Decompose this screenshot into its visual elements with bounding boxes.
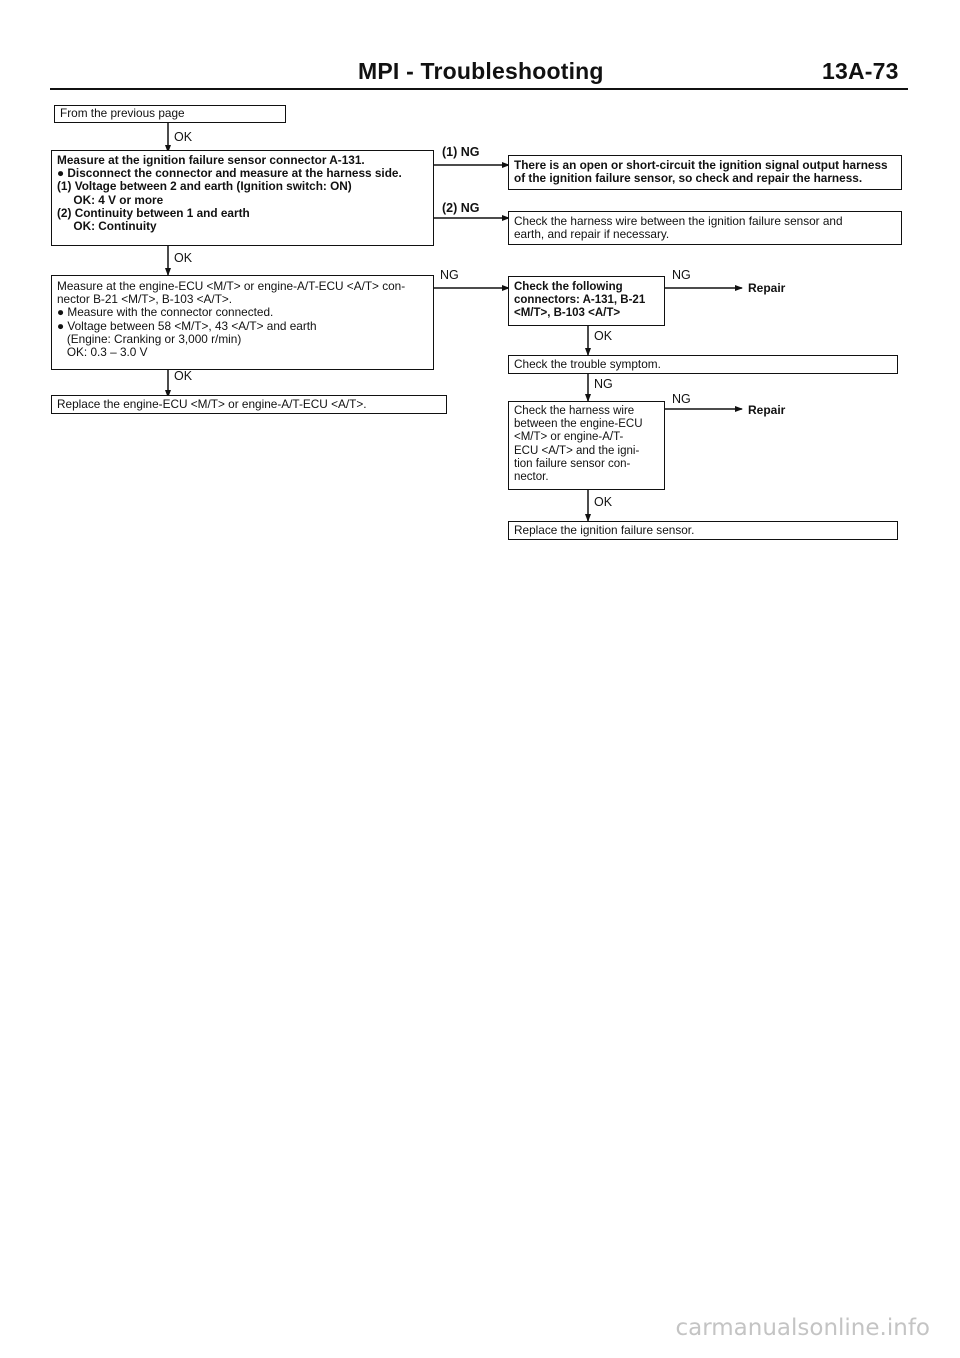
watermark-text: carmanualsonline.info (675, 1315, 930, 1341)
check-harness-earth-box: Check the harness wire between the ignition failure sensor and earth, and repair if necessary. (508, 211, 902, 245)
from-previous-page-box: From the previous page (54, 105, 286, 123)
ng2-label: (2) NG (442, 201, 480, 215)
page-number: 13A-73 (822, 58, 899, 84)
check-connectors-box: Check the following connectors: A-131, B-21 <M/T>, B-103 <A/T> (508, 276, 665, 326)
ok-label: OK (594, 329, 613, 343)
open-short-circuit-box: There is an open or short-circuit the ignition signal output harness of the ignition failure sensor, so check and repair the harness. (508, 155, 902, 190)
ng-label: NG (672, 268, 691, 282)
replace-ecu-box: Replace the engine-ECU <M/T> or engine-A/T-ECU <A/T>. (51, 395, 447, 414)
check-harness-ecu-box: Check the harness wire between the engine-ECU <M/T> or engine-A/T- ECU <A/T> and the igni- tion failure sensor con- nector. (508, 401, 665, 490)
measure-ecu-connector-box: Measure at the engine-ECU <M/T> or engine-A/T-ECU <A/T> con- nector B-21 <M/T>, B-103 <A/T>. ● Measure with the connector connected. ● Voltage between 58 <M/T>, 43 <A/T> and earth (Engine: Cranking or 3,000 r/min) OK: 0.3 – 3.0 V (51, 275, 434, 370)
repair-label: Repair (748, 281, 786, 295)
replace-sensor-box: Replace the ignition failure sensor. (508, 521, 898, 540)
measure-sensor-connector-box: Measure at the ignition failure sensor connector A-131. ● Disconnect the connector and measure at the harness side. (1) Voltage between 2 and earth (Ignition switch: ON) OK: 4 V or more (2) Continuity between 1 and earth OK: Continuity (51, 150, 434, 246)
ng-label: NG (440, 268, 459, 282)
ng1-label: (1) NG (442, 145, 480, 159)
ok-label: OK (594, 495, 613, 509)
check-trouble-symptom-box: Check the trouble symptom. (508, 355, 898, 374)
ok-label: OK (174, 130, 193, 144)
page-title: MPI - Troubleshooting (358, 58, 604, 84)
ok-label: OK (174, 369, 193, 383)
ok-label: OK (174, 251, 193, 265)
repair-label: Repair (748, 403, 786, 417)
ng-label: NG (672, 392, 691, 406)
ng-label: NG (594, 377, 613, 391)
